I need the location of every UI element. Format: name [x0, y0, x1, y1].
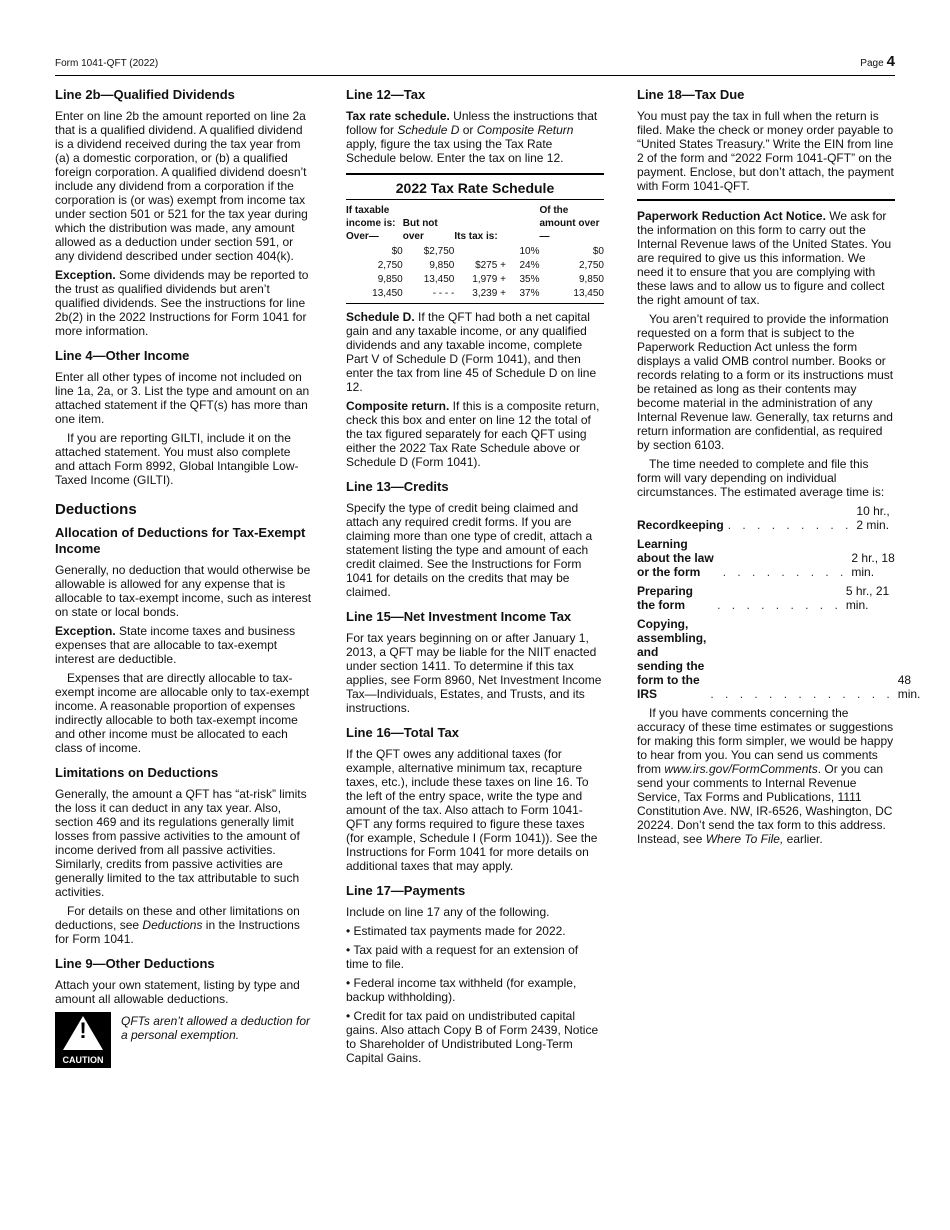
text-run: or [459, 123, 477, 137]
cell: $0 [391, 246, 403, 257]
column-1 [55, 87, 313, 1068]
cell: 10% [519, 246, 540, 257]
text-run: If the QFT had both a net capital gain and any taxable income, or any qualified dividends and any taxable income, complete Part V of Schedule D (Form 1041), and then enter the tax from line 45 of Schedule D on line 12. [346, 310, 597, 394]
time-value: 48 min. [897, 673, 921, 701]
line-16-text: If the QFT owes any additional taxes (for example, alternative minimum tax, recapture taxes, etc.), include these taxes on line 16. To the left of the entry space, write the type and amount of the tax. Also attach to Form 1041-QFT any forms required to figure these taxes (for example, Schedule I (Form 1041)). See the Instructions for Form 1041 for more details on additional taxes that may apply. [346, 747, 598, 873]
exception-label: Exception. [55, 624, 116, 638]
limitations-text: Generally, the amount a QFT has “at-risk” limits the loss it can deduct in any tax year. Also, section 469 and its regulations generally limit losses from passive activities to the amount of income derived from all passive activities. Similarly, credits from passive activities are generally limited to the tax attributable to such activities. [55, 787, 307, 899]
cell: 13,450 [423, 274, 455, 285]
column-3 [637, 87, 921, 851]
leader-dots: . . . . . . . . . [717, 598, 842, 612]
allocation-exception [55, 624, 313, 666]
caution-text: QFTs aren’t allowed a deduction for a personal exemption. [121, 1014, 310, 1042]
time-value: 2 hr., 18 min. [851, 551, 895, 579]
cell: 9,850 [578, 274, 604, 285]
bold-run: Tax rate schedule. [346, 109, 450, 123]
link-text: www.irs.gov/FormComments [664, 762, 818, 776]
line-9-heading: Line 9—Other Deductions [55, 956, 215, 971]
table-row [346, 259, 604, 273]
text-run: For details on these and other limitations on deductions, see [55, 904, 300, 932]
leader-dots: . . . . . . . . . [727, 518, 853, 532]
time-value: 5 hr., 21 min. [845, 584, 890, 612]
cell: 9,850 [377, 274, 403, 285]
time-row [637, 617, 921, 701]
exception-label: Exception. [55, 268, 116, 282]
cell: 13,450 [346, 287, 403, 304]
cell [454, 245, 506, 259]
cell: 1,979 + [472, 274, 506, 285]
line-9-text: Attach your own statement, listing by type and amount all allowable deductions. [55, 978, 300, 1006]
line-18-heading: Line 18—Tax Due [637, 87, 745, 102]
caution-note [55, 1012, 313, 1068]
header-tax: Its tax is: [454, 231, 498, 242]
line-13-text: Specify the type of credit being claimed and attach any required credit forms. If you are claiming more than one type of credit, attach a statement listing the type and amount of each credit claimed. See the Instructions for Form 1041 for details on the credits that may be claimed. [346, 501, 593, 599]
paperwork-text-4 [637, 706, 895, 846]
caution-icon [55, 1012, 111, 1068]
paperwork-text-3: The time needed to complete and file this form will vary depending on individual circumstances. The estimated average time is: [637, 457, 885, 499]
line-13-heading: Line 13—Credits [346, 479, 449, 494]
line-2b-exception [55, 268, 313, 338]
caution-label: CAUTION [62, 1055, 104, 1065]
allocation-text: Generally, no deduction that would otherwise be allowable is allowed for any expense that is allocable to tax-exempt income, such as interest on state or local bonds. [55, 563, 312, 619]
line-18-text: You must pay the tax in full when the return is filed. Make the check or money order payable to “United States Treasury.” Write the EIN from line 2 of the form and “2022 Form 1041-QFT” on the payment. Enclose, but don’t attach, the payment with Form 1041-QFT. [637, 109, 894, 193]
line-4-text: Enter all other types of income not included on line 1a, 2a, or 3. List the type and amount on an attached statement if the QFT(s) has more than one item. [55, 370, 310, 426]
text-run: earlier. [783, 832, 823, 846]
line-12-text [346, 109, 604, 165]
page-label: Page [860, 58, 884, 69]
time-row [637, 584, 895, 612]
limitations-heading: Limitations on Deductions [55, 765, 219, 780]
line-17-text: Include on line 17 any of the following. [346, 905, 550, 919]
paperwork-notice [637, 209, 895, 307]
section-divider [637, 199, 895, 201]
italic-run: Deductions [142, 918, 203, 932]
schedule-d-text [346, 310, 604, 394]
text-run: Unless the instructions that follow for [346, 109, 598, 137]
cell: 9,850 [429, 260, 455, 271]
cell: $0 [592, 246, 604, 257]
list-item: • Tax paid with a request for an extension of time to file. [346, 943, 579, 971]
line-4-gilti: If you are reporting GILTI, include it on the attached statement. You must also complete and attach Form 8992, Global Intangible Low-Taxed Income (GILTI). [55, 431, 299, 487]
cell: 3,239 + [454, 287, 506, 304]
line-2b-text: Enter on line 2b the amount reported on line 2a that is a qualified dividend. A qualified dividend is a dividend received during the tax year from (a) a domestic corporation, or (b) a qualified foreign corporation. A qualified dividend doesn’t include any dividend from a corporation if the corporation is (or was) exempt from income tax under section 501 or 521 for the tax year during which the distribution was made, any amount allowed as a deduction under section 591, or any dividend described under section 404(k). [55, 109, 308, 263]
cell: $2,750 [423, 246, 455, 257]
tax-rate-schedule [346, 173, 604, 304]
cell: 35% [519, 274, 540, 285]
line-2b-heading: Line 2b—Qualified Dividends [55, 87, 235, 102]
cell: 13,450 [539, 287, 604, 304]
time-label: Copying, assembling, and sending the form to the IRS [637, 617, 707, 701]
line-4-heading: Line 4—Other Income [55, 348, 190, 363]
page-indicator [860, 55, 895, 71]
limitations-text-2 [55, 904, 313, 946]
bold-run: Paperwork Reduction Act Notice. [637, 209, 826, 223]
table-row [346, 245, 604, 259]
time-label: Learning about the law or the form [637, 537, 714, 579]
time-label: Preparing the form [637, 584, 694, 612]
text-run: . Or you can send your comments to Internal Revenue Service, Tax Forms and Publications, 1111 Constitution Ave. NW, IR-6526, Washington, DC 20224. Don’t send the tax form to this address. Instead, see [637, 762, 893, 846]
exclamation-mark: ! [79, 1018, 87, 1043]
form-name: Form 1041-QFT (2022) [55, 58, 159, 69]
italic-run: Where To File, [705, 832, 784, 846]
exception-text: State income taxes and business expenses that are allocable to tax-exempt interest are deductible. [55, 624, 296, 666]
allocation-heading: Allocation of Deductions for Tax-Exempt Income [55, 525, 306, 556]
time-estimates [637, 504, 921, 701]
time-row [637, 504, 895, 532]
paperwork-text-2: You aren’t required to provide the information requested on a form that is subject to the Paperwork Reduction Act unless the form displays a valid OMB control number. Books or records relating to a form or its instructions must be retained as long as their contents may become material in the administration of any Internal Revenue law. Generally, tax returns and return information are confidential, as required by section 6103. [637, 312, 894, 452]
rate-table-header [346, 200, 604, 245]
line-15-heading: Line 15—Net Investment Income Tax [346, 609, 572, 624]
time-label: Recordkeeping [637, 518, 724, 532]
line-17-heading: Line 17—Payments [346, 883, 466, 898]
header-not-over: But not over [402, 218, 438, 242]
line-16-heading: Line 16—Total Tax [346, 725, 459, 740]
schedule-title: 2022 Tax Rate Schedule [346, 175, 604, 200]
bold-run: Schedule D. [346, 310, 415, 324]
page-header [55, 55, 895, 76]
list-item: • Credit for tax paid on undistributed capital gains. Also attach Copy B of Form 2439, Notice to Shareholder of Undistributed Long-Term Capital Gains. [346, 1009, 599, 1065]
deductions-heading: Deductions [55, 501, 137, 518]
cell: $275 + [475, 260, 506, 271]
column-2 [346, 87, 604, 1070]
time-value: 10 hr., 2 min. [856, 504, 890, 532]
leader-dots: . . . . . . . . . . . . . [710, 687, 894, 701]
text-run: apply, figure the tax using the Tax Rate Schedule below. Enter the tax on line 12. [346, 137, 564, 165]
list-item: • Estimated tax payments made for 2022. [346, 924, 566, 938]
cell: 2,750 [578, 260, 604, 271]
cell: 2,750 [377, 260, 403, 271]
header-spacer [506, 200, 540, 245]
table-row [346, 287, 604, 304]
page-number: 4 [886, 53, 895, 70]
line-12-heading: Line 12—Tax [346, 87, 426, 102]
bold-run: Composite return. [346, 399, 450, 413]
italic-run: Schedule D [397, 123, 460, 137]
text-run: If you have comments concerning the accuracy of these time estimates or suggestions for making this form simpler, we would be happy to hear from you. You can send us comments from [637, 706, 894, 776]
text-run: We ask for the information on this form to carry out the Internal Revenue laws of the United States. You are required to give us this information. We need it to ensure that you are complying with these laws and to allow us to figure and collect the right amount of tax. [637, 209, 892, 307]
cell: 24% [519, 260, 540, 271]
rate-table [346, 200, 604, 304]
exception-text: Some dividends may be reported to the trust as qualified dividends but aren’t qualified dividends. See the instructions for line 2b(2) in the 2022 Instructions for Form 1041 for more information. [55, 268, 309, 338]
allocation-text-2: Expenses that are directly allocable to tax-exempt income are allocable only to tax-exempt income. A reasonable proportion of expenses indirectly allocable to both tax-exempt income and other income must be allocated to each class of income. [55, 671, 310, 755]
time-row [637, 537, 895, 579]
text-run: in the Instructions for Form 1041. [55, 918, 300, 946]
table-row [346, 273, 604, 287]
cell: - - - - [403, 287, 455, 304]
leader-dots: . . . . . . . . . [722, 565, 848, 579]
line-15-text: For tax years beginning on or after January 1, 2013, a QFT may be liable for the NIIT enacted under section 1411. To determine if this tax applies, see Form 8960, Net Investment Income Tax—Individuals, Estates, and Trusts, and its instructions. [346, 631, 602, 715]
composite-return-text [346, 399, 604, 469]
cell: 37% [506, 287, 540, 304]
list-item: • Federal income tax withheld (for example, backup withholding). [346, 976, 577, 1004]
italic-run: Composite Return [476, 123, 574, 137]
header-amount-over: Of the amount over— [539, 205, 600, 242]
text-run: If this is a composite return, check this box and enter on line 12 the total of the tax figured separately for each QFT using either the 2022 Tax Rate Schedule above or Schedule D (Form 1041). [346, 399, 600, 469]
header-over: If taxable income is: Over— [346, 205, 396, 242]
